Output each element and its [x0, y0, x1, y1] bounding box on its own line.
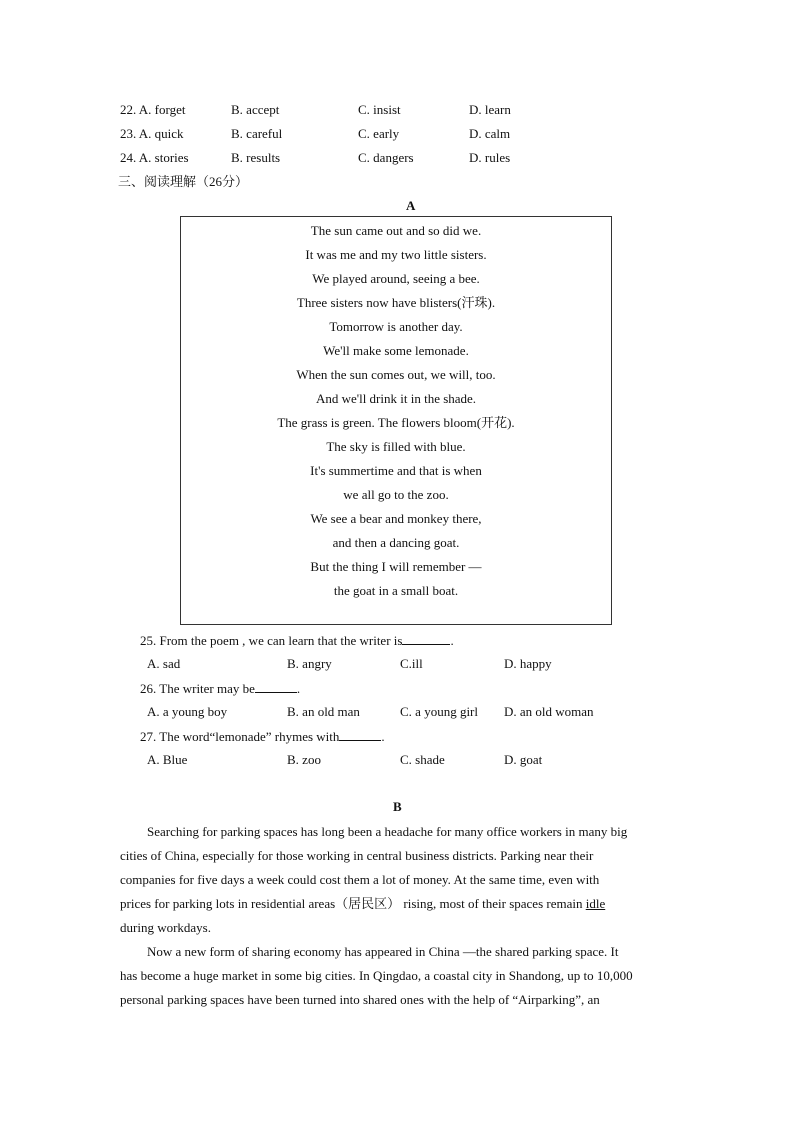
section-heading: 三、阅读理解（26分）: [118, 174, 249, 189]
option-23-d: D. calm: [469, 126, 511, 141]
passage-b-line: personal parking spaces have been turned into shared ones with the help of “Airparking”, an: [120, 992, 600, 1007]
passage-b-line-with-idle: prices for parking lots in residential areas（居民区） rising, most of their spaces remain idle: [120, 896, 606, 911]
q26-option-d: D. an old woman: [504, 704, 594, 719]
passage-b-line: Now a new form of sharing economy has appeared in China —the shared parking space. It: [147, 944, 619, 959]
option-22-b: B. accept: [231, 102, 280, 117]
poem-line: And we'll drink it in the shade.: [315, 391, 477, 406]
poem-line: We see a bear and monkey there,: [310, 511, 482, 526]
question-27-stem: 27. The word“lemonade” rhymes with .: [140, 729, 385, 744]
q25-option-b: B. angry: [287, 656, 332, 671]
poem-line: we all go to the zoo.: [343, 487, 449, 502]
poem-line: We played around, seeing a bee.: [312, 271, 480, 286]
poem-line: the goat in a small boat.: [333, 583, 459, 598]
underlined-word-idle: idle: [585, 896, 606, 911]
poem-line: and then a dancing goat.: [332, 535, 460, 550]
answer-blank-27: [339, 728, 381, 741]
poem-line: It's summertime and that is when: [310, 463, 482, 478]
poem-line: We'll make some lemonade.: [323, 343, 469, 358]
q25-option-c: C.ill: [400, 656, 423, 671]
q27-option-c: C. shade: [400, 752, 445, 767]
q27-option-b: B. zoo: [287, 752, 321, 767]
option-23-a: 23. A. quick: [120, 126, 184, 141]
passage-a-label: A: [406, 198, 416, 213]
poem-line: Tomorrow is another day.: [329, 319, 463, 334]
poem-line: The sun came out and so did we.: [310, 223, 482, 238]
q26-option-b: B. an old man: [287, 704, 360, 719]
option-23-b: B. careful: [231, 126, 283, 141]
question-25-stem: 25. From the poem , we can learn that the writer is .: [140, 633, 454, 648]
poem-line: The grass is green. The flowers bloom(开花).: [277, 415, 515, 430]
option-24-a: 24. A. stories: [120, 150, 189, 165]
option-24-b: B. results: [231, 150, 281, 165]
poem-line: It was me and my two little sisters.: [305, 247, 487, 262]
poem-line: But the thing I will remember —: [310, 559, 482, 574]
passage-b-line: during workdays.: [120, 920, 211, 935]
q27-option-d: D. goat: [504, 752, 543, 767]
option-23-c: C. early: [358, 126, 400, 141]
answer-blank-25: [402, 632, 450, 645]
q25-option-a: A. sad: [147, 656, 181, 671]
answer-blank-26: [255, 680, 297, 693]
question-26-stem: 26. The writer may be .: [140, 681, 301, 696]
option-22-d: D. learn: [469, 102, 511, 117]
passage-b-line: Searching for parking spaces has long been a headache for many office workers in many big: [147, 824, 628, 839]
q26-option-a: A. a young boy: [147, 704, 228, 719]
option-22-c: C. insist: [358, 102, 401, 117]
q27-option-a: A. Blue: [147, 752, 188, 767]
option-22-a: 22. A. forget: [120, 102, 186, 117]
passage-b-line: companies for five days a week could cost them a lot of money. At the same time, even with: [120, 872, 600, 887]
q26-option-c: C. a young girl: [400, 704, 478, 719]
passage-b-label: B: [393, 799, 402, 814]
passage-b-line: cities of China, especially for those working in central business districts. Parking near their: [120, 848, 594, 863]
option-24-d: D. rules: [469, 150, 511, 165]
poem-line: The sky is filled with blue.: [326, 439, 466, 454]
q25-option-d: D. happy: [504, 656, 552, 671]
poem-line: When the sun comes out, we will, too.: [296, 367, 496, 382]
option-24-c: C. dangers: [358, 150, 414, 165]
passage-b-line: has become a huge market in some big cities. In Qingdao, a coastal city in Shandong, up to 10,000: [120, 968, 633, 983]
poem-line: Three sisters now have blisters(汗珠).: [296, 295, 496, 310]
